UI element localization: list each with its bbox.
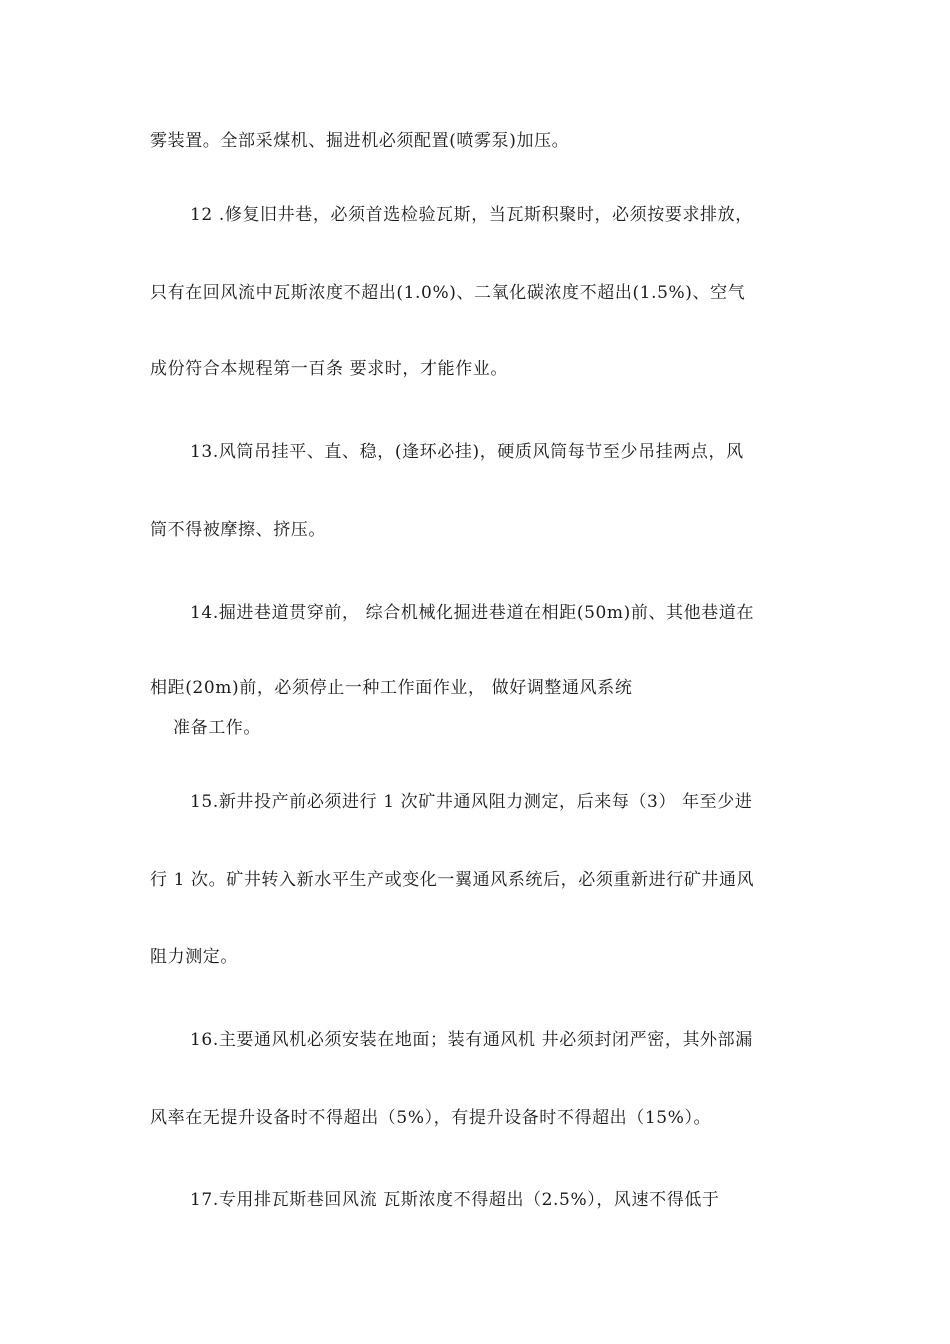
- text-line-8: 相距(20m)前，必须停止一种工作面作业， 做好调整通风系统: [150, 678, 633, 698]
- text-line-2: 12 .修复旧井巷，必须首选检验瓦斯，当瓦斯积聚时，必须按要求排放，: [190, 205, 753, 225]
- text-line-3: 只有在回风流中瓦斯浓度不超出(1.0%)、二氧化碳浓度不超出(1.5%)、空气: [150, 283, 746, 303]
- text-line-13: 16.主要通风机必须安装在地面；装有通风机 井必须封闭严密，其外部漏: [190, 1030, 753, 1050]
- text-line-11: 行 1 次。矿井转入新水平生产或变化一翼通风系统后，必须重新进行矿井通风: [150, 870, 755, 890]
- text-line-1: 雾装置。全部采煤机、掘进机必须配置(喷雾泵)加压。: [150, 131, 570, 151]
- text-line-7: 14.掘进巷道贯穿前， 综合机械化掘进巷道在相距(50m)前、其他巷道在: [190, 603, 755, 623]
- text-line-12: 阻力测定。: [150, 947, 238, 967]
- text-line-4: 成份符合本规程第一百条 要求时，才能作业。: [150, 359, 509, 379]
- text-line-14: 风率在无提升设备时不得超出（5%），有提升设备时不得超出（15%）。: [150, 1108, 712, 1128]
- text-line-6: 筒不得被摩擦、挤压。: [150, 520, 326, 540]
- text-line-5: 13.风筒吊挂平、直、稳，(逢环必挂)，硬质风筒每节至少吊挂两点，风: [190, 442, 744, 462]
- text-line-15: 17.专用排瓦斯巷回风流 瓦斯浓度不得超出（2.5%），风速不得低于: [190, 1190, 720, 1210]
- text-line-10: 15.新井投产前必须进行 1 次矿井通风阻力测定，后来每（3） 年至少进: [190, 792, 753, 812]
- text-line-9: 准备工作。: [173, 718, 261, 738]
